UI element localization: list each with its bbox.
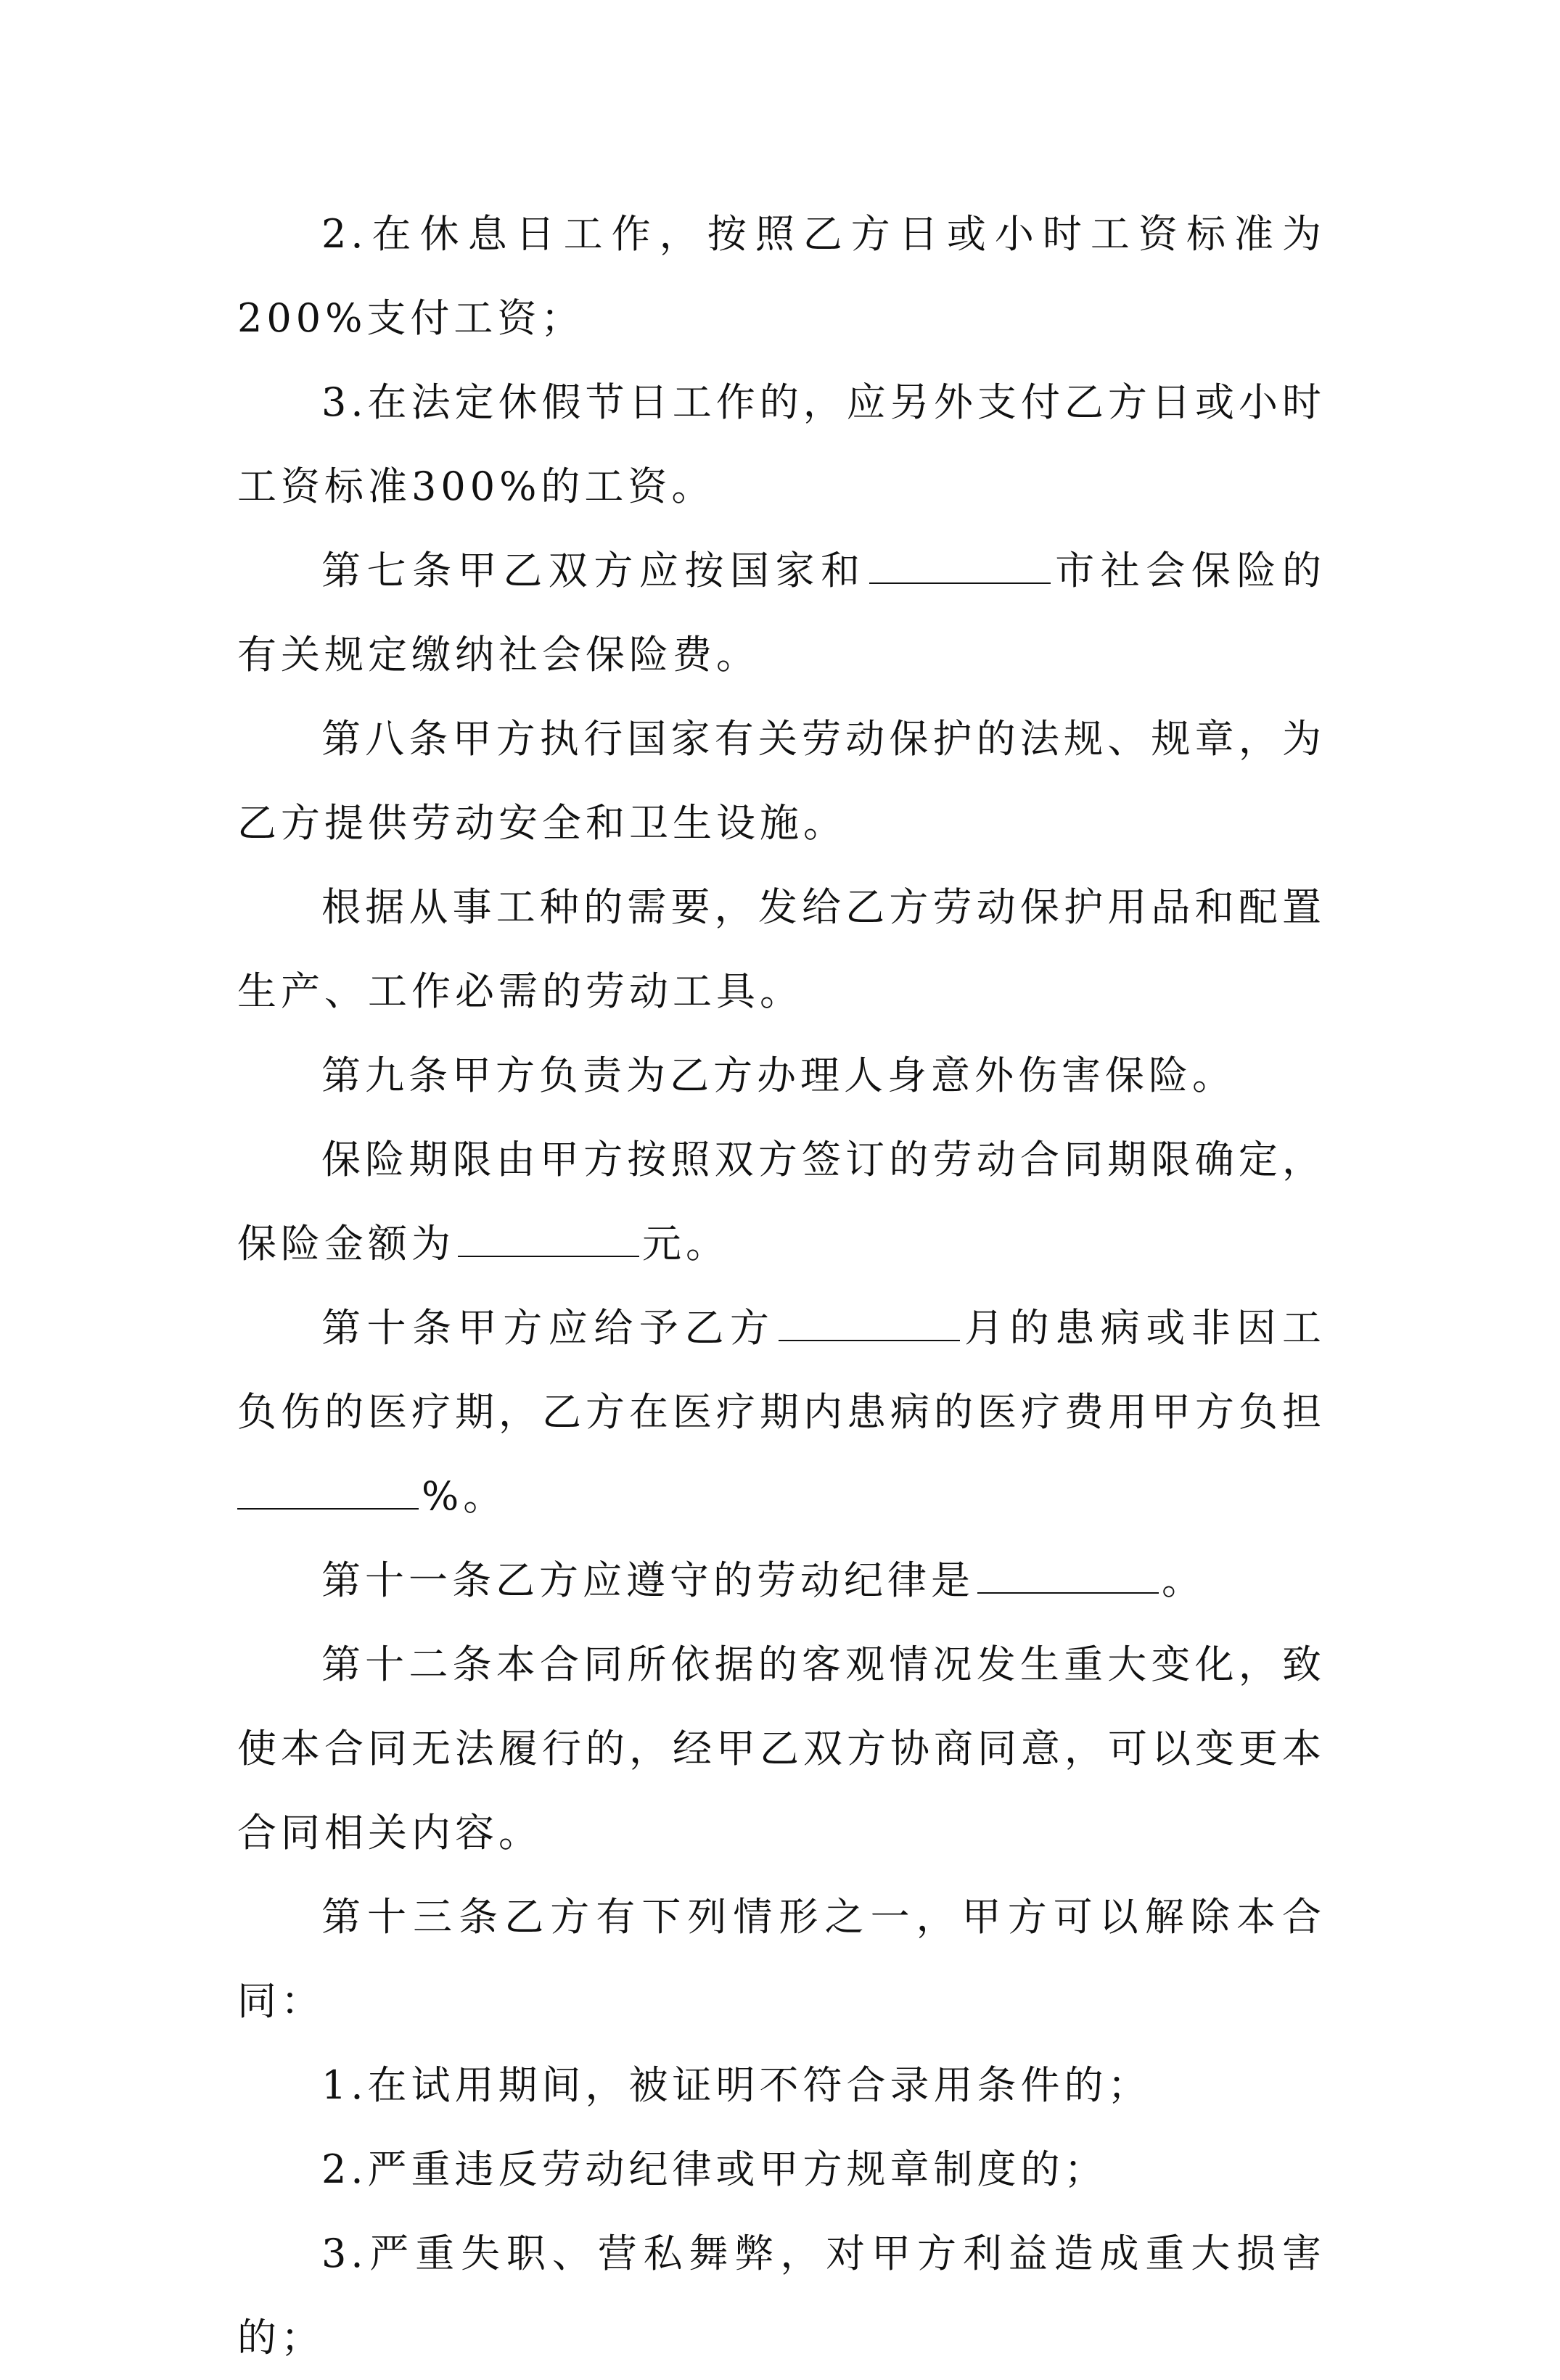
article-13-item-3	[237, 2212, 1326, 2380]
fill-blank-city	[869, 582, 1051, 584]
paragraph-text: 市社会保险的有关规定缴纳社会保险费。	[237, 548, 1326, 678]
paragraph-text: 第九条甲方负责为乙方办理人身意外伤害保险。	[321, 1053, 1236, 1098]
clause-overtime-rest-day	[237, 192, 1326, 361]
article-8-labor-protection	[237, 697, 1326, 865]
fill-blank-insurance-amount	[458, 1255, 639, 1257]
paragraph-text: 第十二条本合同所依据的客观情况发生重大变化，致使本合同无法履行的，经甲乙双方协商同意，可以变更本合同相关内容。	[237, 1642, 1326, 1856]
paragraph-text: 第十三条乙方有下列情形之一，甲方可以解除本合同：	[237, 1894, 1326, 2024]
clause-overtime-holiday	[237, 361, 1326, 529]
paragraph-text: 3.在法定休假节日工作的，应另外支付乙方日或小时工资标准300%的工资。	[237, 379, 1326, 509]
article-13-item-2	[237, 2128, 1326, 2212]
paragraph-text: 根据从事工种的需要，发给乙方劳动保护用品和配置生产、工作必需的劳动工具。	[237, 884, 1326, 1014]
article-8-protective-equipment	[237, 865, 1326, 1034]
article-13-item-1	[237, 2043, 1326, 2128]
paragraph-text: 第八条甲方执行国家有关劳动保护的法规、规章，为乙方提供劳动安全和卫生设施。	[237, 716, 1326, 846]
article-9-accident-insurance	[237, 1034, 1326, 1118]
fill-blank-discipline	[977, 1592, 1159, 1594]
paragraph-text: %。	[422, 1473, 507, 1519]
fill-blank-medical-percent	[237, 1507, 419, 1510]
paragraph-text: 元。	[642, 1221, 729, 1267]
article-13-termination	[237, 1875, 1326, 2043]
paragraph-text: 保险期限由甲方按照双方签订的劳动合同期限确定，保险金额为	[237, 1137, 1326, 1267]
document-body	[237, 192, 1326, 2380]
article-12-contract-change	[237, 1623, 1326, 1875]
fill-blank-medical-months	[779, 1339, 960, 1341]
paragraph-text: 月的患病或非因工负伤的医疗期，乙方在医疗期内患病的医疗费用甲方负担	[237, 1305, 1326, 1435]
paragraph-text: 。	[1162, 1557, 1205, 1603]
paragraph-text: 第七条甲乙双方应按国家和	[321, 548, 866, 593]
paragraph-text: 3.严重失职、营私舞弊，对甲方利益造成重大损害的；	[237, 2231, 1326, 2360]
paragraph-text: 第十条甲方应给予乙方	[321, 1305, 776, 1351]
paragraph-text: 1.在试用期间，被证明不符合录用条件的；	[321, 2062, 1151, 2108]
paragraph-text: 2.严重违反劳动纪律或甲方规章制度的；	[321, 2146, 1108, 2192]
article-11-labor-discipline	[237, 1539, 1326, 1623]
article-10-medical-period	[237, 1286, 1326, 1539]
paragraph-text: 第十一条乙方应遵守的劳动纪律是	[321, 1557, 974, 1603]
article-9-insurance-amount	[237, 1118, 1326, 1286]
article-7-social-insurance	[237, 529, 1326, 697]
paragraph-text: 2.在休息日工作，按照乙方日或小时工资标准为200%支付工资；	[237, 211, 1326, 341]
